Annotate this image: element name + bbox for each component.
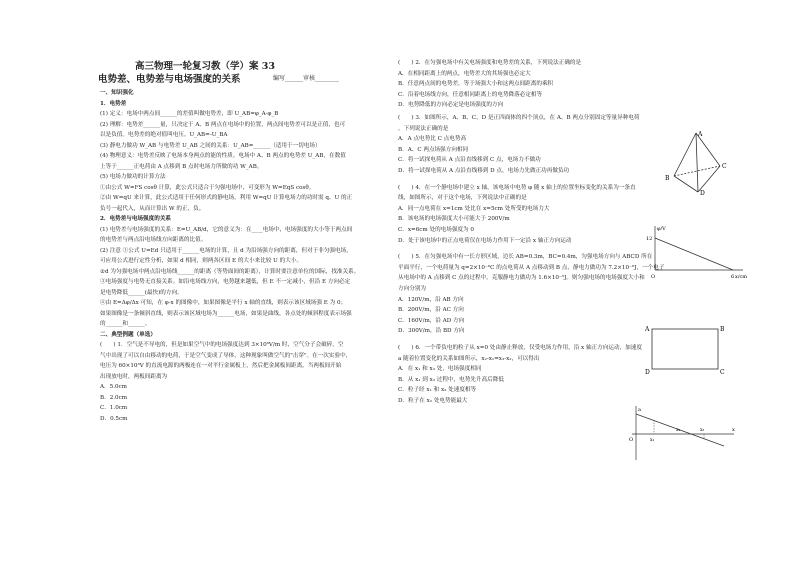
rect-label-a: A bbox=[645, 326, 650, 333]
left-line-9: ①由公式 W=FS cosθ 计算，此公式只适合于匀强电场中，可变形为 W=EqS cosθ。 bbox=[100, 184, 315, 191]
left-line-28: A．5.0cm bbox=[100, 384, 127, 390]
right-line-4: D．电势降低的方向必定是电场强度的方向 bbox=[398, 102, 504, 109]
editor-line: 编写______审核________ bbox=[273, 75, 340, 82]
phi-x-graph bbox=[643, 222, 749, 280]
right-line-25: ( ) 6．一个带负电的粒子从 x=0 处由静止释放，仅受电场力作用，沿 x 轴正方向运动，加速度 bbox=[398, 345, 642, 351]
rect-label-b: B bbox=[720, 326, 725, 333]
phi-y-tick: 12 bbox=[646, 236, 653, 242]
accel-x-label: x bbox=[732, 427, 735, 433]
right-line-0: ( ) 2．在匀强电场中有关电场强度和电势差的关系，下列说法正确的是 bbox=[398, 60, 582, 66]
accel-origin: O bbox=[629, 437, 634, 443]
left-line-27: 出现放电时，两板间距离为 bbox=[100, 373, 168, 380]
right-line-19: 从电场中的 A 点移到 C 点的过程中，克服静电力做功为 1.6×10⁻⁵J。则匀强电场的电场强度大小和 bbox=[398, 275, 645, 282]
right-line-30: D．粒子在 x₂ 处电势能最大 bbox=[398, 398, 468, 404]
tetra-label-c: C bbox=[722, 163, 727, 170]
phi-line bbox=[655, 238, 733, 270]
left-line-18: ③电场强度与电势无直接关系。如沿电场线方向，电势越来越低，但 E 不一定减小，但沿 E 方向必定 bbox=[100, 279, 351, 285]
right-line-17: ( ) 5．在匀强电场中有一长方形区域，边长 AB=0.3m，BC=0.4m，匀强电场方向与 ABCD 所在 bbox=[398, 254, 653, 261]
phi-origin: O bbox=[651, 274, 656, 280]
edge bbox=[674, 133, 696, 176]
right-line-20: 方向分别为 bbox=[398, 286, 426, 292]
page-subtitle: 电势差、电势差与电场强度的关系 bbox=[98, 74, 241, 85]
edge bbox=[696, 133, 698, 192]
right-line-22: B．200V/m，沿 AC 方向 bbox=[398, 307, 464, 314]
right-line-16: D．处于该电场中的正点电荷仅在电场力作用下一定沿 x 轴正方向运动 bbox=[398, 237, 572, 244]
left-line-15: (2) 注意 ①公式 U=Ed 只适用于______电场的计算，且 d 为沿场强方向的距离，但对于非匀强电场， bbox=[100, 247, 352, 254]
page-title: 高三物理一轮复习教（学）案 33 bbox=[135, 61, 276, 72]
accel-tick-x1: x₁ bbox=[650, 438, 655, 443]
phi-x-label: x/cm bbox=[735, 274, 748, 280]
accel-x-graph bbox=[628, 404, 740, 462]
tetra-label-b: B bbox=[665, 175, 670, 182]
left-line-1: 1．电势差 bbox=[100, 100, 127, 107]
left-line-22: 的______和______。 bbox=[100, 321, 151, 327]
tetrahedron-figure bbox=[662, 130, 730, 196]
accel-y-label: a bbox=[638, 407, 641, 413]
left-line-8: (5) 电场力做功的计算方法 bbox=[100, 174, 166, 180]
right-line-26: a 随着位置变化的关系如图所示，x₂-x₁=x₃-x₂，可以得出 bbox=[398, 355, 540, 362]
left-line-0: 一、知识强化 bbox=[100, 90, 134, 96]
tetra-label-d: D bbox=[700, 190, 705, 196]
left-line-10: ②由 W=qU 来计算，此公式适用于任何形式的静电场。利用 W=qU 计算电场力的功时需 q、U 的正 bbox=[100, 195, 353, 201]
right-line-10: D．将一试探电荷从 A 点沿直线移到 D 点，电场力先做正功再做负功 bbox=[398, 168, 570, 174]
edge bbox=[698, 166, 720, 192]
left-line-21: 如果图像是一条倾斜直线，则表示该区域电场为______电场，如果是曲线，各点处的倾斜程度表示场强 bbox=[100, 310, 352, 317]
right-line-15: C．x=6cm 处的电场强度为 0 bbox=[398, 227, 474, 233]
right-line-8: B．A、C 两点场强方向相同 bbox=[398, 146, 469, 153]
accel-tick-x3: x₃ bbox=[700, 428, 705, 433]
left-line-11: 负号一起代入，从而计算出 W 的正、负。 bbox=[100, 205, 205, 212]
edge bbox=[674, 176, 698, 192]
left-line-2: (1) 定义：电场中两点间______的差值叫做电势差，即 U_AB=φ_A-φ_B bbox=[100, 111, 279, 117]
right-line-28: B．从 x₁ 到 x₃ 过程中，电势先升高后降低 bbox=[398, 376, 504, 383]
left-line-6: (4) 物理意义：电势差反映了电场本身两点的能的性质。电场中 A、B 两点的电势差 U_AB，在数值 bbox=[100, 153, 346, 159]
left-line-20: ④由 E=Δφ/Δx 可知，在 φ-x 的图像中，如果图像是平行 x 轴的直线，则表示该区域场强 E 为 0； bbox=[100, 300, 347, 306]
left-line-14: 的电势差与两点沿电场线方向距离的比值。 bbox=[100, 237, 207, 243]
left-line-24: ( ) 1．空气是不导电的，但是如果空气中的电场强度达到 3×10⁶V/m 时，空气分子会破碎，空 bbox=[100, 342, 344, 348]
right-line-24: D．300V/m，沿 BD 方向 bbox=[398, 328, 465, 335]
right-line-6: 。下列说法正确的是 bbox=[398, 125, 449, 132]
right-line-5: ( ) 3．如图所示，A、B、C、D 是正四面体的四个顶点，在 A、B 两点分别固定等量异种电荷 bbox=[398, 115, 640, 121]
accel-tick-x2: x₂ bbox=[676, 428, 681, 433]
rect-label-d: D bbox=[645, 369, 650, 376]
right-line-14: B．该电场的电场强度大小可能大于 200V/m bbox=[398, 216, 510, 223]
right-line-3: C．沿着电场线方向，任意相同距离上的电势降落必定相等 bbox=[398, 91, 543, 98]
rect-label-c: C bbox=[720, 369, 725, 376]
tetra-label-a: A bbox=[698, 131, 703, 138]
rectangle-figure bbox=[644, 322, 726, 378]
right-line-27: A．在 x₁ 和 x₃ 处，电场强度相同 bbox=[398, 366, 482, 373]
left-line-16: 可应用公式进行定性分析，如果 d 相同，则两各区间 E 的大小来比较 U 的大小。 bbox=[100, 258, 303, 264]
rect-abcd bbox=[652, 329, 718, 369]
left-line-4: 以是负值。电势差的绝对值叫电压。U_AB=-U_BA bbox=[100, 132, 228, 138]
right-line-21: A．120V/m，沿 AB 方向 bbox=[398, 296, 464, 303]
left-line-7: 上等于______正电荷由 A 点移到 B 点时电场力所做的功 W_AB。 bbox=[100, 163, 263, 170]
left-line-3: (2) 理解：电势差______量，只决定于 A、B 两点在电场中的位置，两点间电势差可以是正值，也可 bbox=[100, 121, 346, 128]
left-line-5: (3) 静电力做功 W_AB 与电势差 U_AB 之间的关系：U_AB=______（适用于一切电场） bbox=[100, 142, 321, 149]
left-line-17: ②d 为匀强电场中两点沿电场线______的距离（等势面间的距离），计算时要注意单位的国际，找准关系。 bbox=[100, 268, 360, 275]
phi-y-label: φ/V bbox=[657, 226, 666, 232]
right-line-18: 平面平行，一个电荷量为 q=2×10⁻⁶C 的点电荷从 A 点移动到 B 点，静电力做功为 7.2×10⁻⁶J，一个电子 bbox=[398, 264, 665, 271]
left-line-29: B．2.0cm bbox=[100, 394, 128, 401]
left-line-31: D．0.5cm bbox=[100, 415, 128, 422]
left-line-19: 是电势降低______(最快)的方向。 bbox=[100, 289, 183, 296]
right-line-7: A．A 点电势比 C 点电势高 bbox=[398, 136, 467, 143]
right-line-12: 线，如图所示，对于这个电场，下列说法中正确的是 bbox=[398, 195, 527, 202]
left-line-23: 二、典型例题（单选） bbox=[100, 331, 156, 338]
right-line-23: C．160V/m，沿 AD 方向 bbox=[398, 317, 465, 324]
right-line-9: C．将一试探电荷从 A 点沿直线移到 C 点，电场力不做功 bbox=[398, 157, 541, 164]
right-line-1: A．在相同距离上的两点，电势差大的其场强也必定大 bbox=[398, 70, 531, 77]
right-line-2: B．任意两点间的电势差，等于场强大小和这两点间距离的乘积 bbox=[398, 81, 554, 88]
left-line-13: (1) 电势差与电场强度的关系：E=U_AB/d，它的意义为：在____电场中，电场强度的大小等于两点间 bbox=[100, 226, 353, 233]
right-line-11: ( ) 4．在一个静电场中建立 x 轴，该电场中电势 φ 随 x 轴上的位置坐标变化的关系为一条直 bbox=[398, 184, 636, 191]
left-line-26: 电压为 60×10³V 的直流电源的两极连在一对平行金属板上，然后把金属板间距离，当两板间开始 bbox=[100, 363, 342, 369]
left-line-12: 2．电势差与电场强度的关系 bbox=[100, 216, 172, 222]
right-line-29: C．粒子经 x₁ 和 x₃ 处速度相等 bbox=[398, 387, 477, 394]
phi-x-tick: 6 bbox=[731, 274, 735, 280]
left-line-30: C．1.0cm bbox=[100, 405, 128, 411]
right-line-13: A．同一点电荷在 x=1cm 处比在 x=5cm 处所受的电场力大 bbox=[398, 205, 550, 212]
left-line-25: 气中出现了可以自由移动的电荷，于是空气变成了导体，这种现象叫做空气的"击穿"。在一次实验中， bbox=[100, 352, 352, 359]
